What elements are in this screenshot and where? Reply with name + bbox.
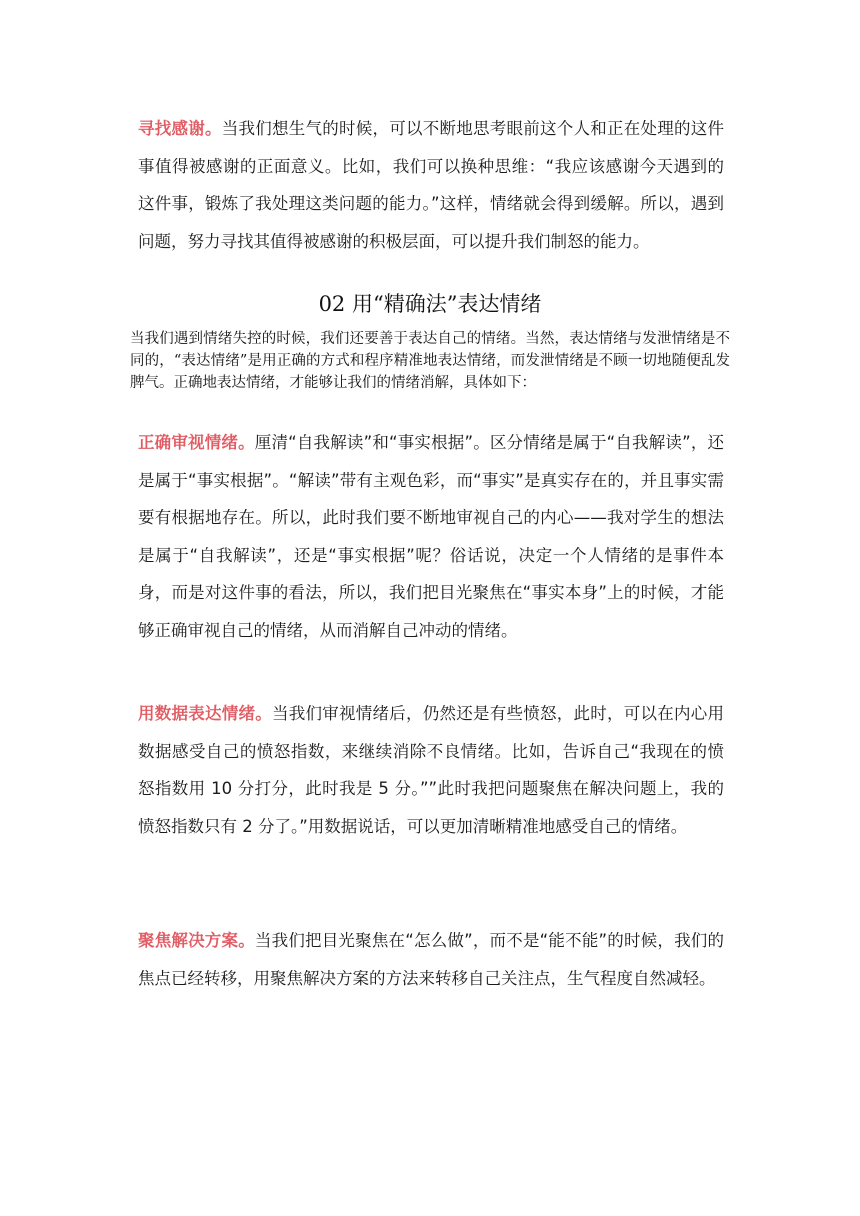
body-gratitude: 当我们想生气的时候，可以不断地思考眼前这个人和正在处理的这件事值得被感谢的正面意义。比如，我们可以换种思维：“我应该感谢今天遇到的这件事，锻炼了我处理这类问题的能力。”这样，情绪就会得到缓解。所以，遇到问题，努力寻找其值得被感谢的积极层面，可以提升我们制怒的能力。 [138, 119, 724, 251]
paragraph-focus [138, 922, 724, 997]
paragraph-gratitude [138, 110, 724, 260]
lead-data: 用数据表达情绪。 [138, 704, 272, 723]
section-heading: 02 用“精确法”表达情绪 [318, 292, 542, 316]
paragraph-review [138, 424, 724, 649]
lead-review: 正确审视情绪。 [138, 433, 255, 452]
lead-focus: 聚焦解决方案。 [138, 931, 255, 950]
body-focus: 当我们把目光聚焦在“怎么做”，而不是“能不能”的时候，我们的焦点已经转移，用聚焦解决方案的方法来转移自己关注点，生气程度自然减轻。 [138, 931, 724, 988]
body-review: 厘清“自我解读”和“事实根据”。区分情绪是属于“自我解读”，还是属于“事实根据”。“解读”带有主观色彩，而“事实”是真实存在的，并且事实需要有根据地存在。所以，此时我们要不断地审视自己的内心——我对学生的想法是属于“自我解读”，还是“事实根据”呢？俗话说，决定一个人情绪的是事件本身，而是对这件事的看法，所以，我们把目光聚焦在“事实本身”上的时候，才能够正确审视自己的情绪，从而消解自己冲动的情绪。 [138, 433, 725, 640]
body-data: 当我们审视情绪后，仍然还是有些愤怒，此时，可以在内心用数据感受自己的愤怒指数，来继续消除不良情绪。比如，告诉自己“我现在的愤怒指数用 10 分打分，此时我是 5 分。””此时我把问题聚焦在解决问题上，我的愤怒指数只有 2 分了。”用数据说话，可以更加清晰精准地感受自己的情绪。 [138, 704, 724, 836]
lead-gratitude: 寻找感谢。 [138, 119, 222, 138]
paragraph-data [138, 695, 724, 845]
intro-paragraph: 当我们遇到情绪失控的时候，我们还要善于表达自己的情绪。当然，表达情绪与发泄情绪是不同的，“表达情绪”是用正确的方式和程序精准地表达情绪，而发泄情绪是不顾一切地随便乱发脾气。正确地表达情绪，才能够让我们的情绪消解，具体如下： [130, 331, 730, 391]
